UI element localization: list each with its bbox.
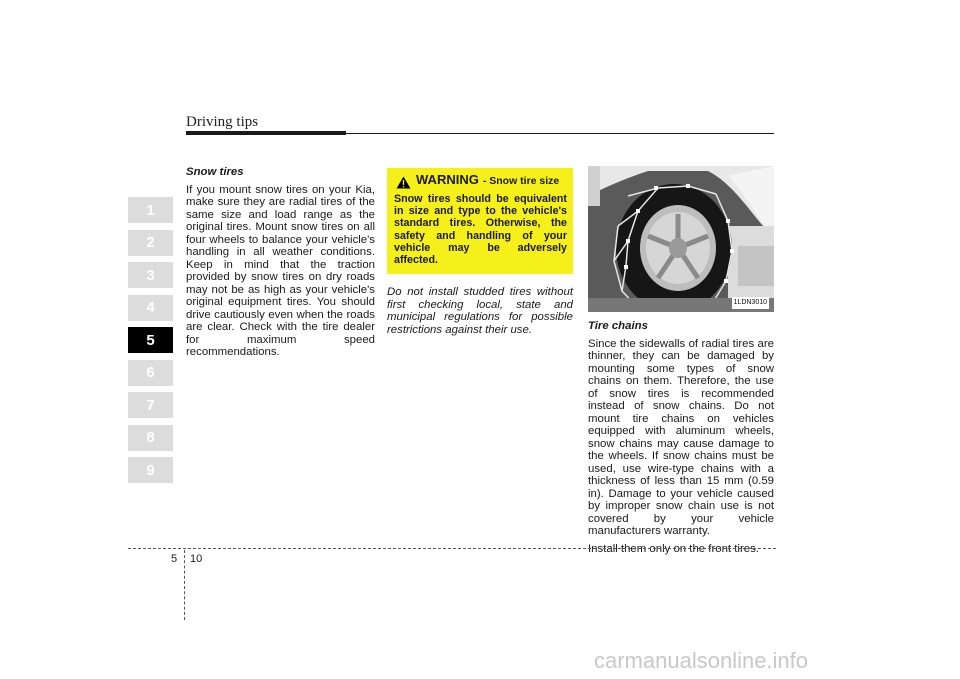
figure-code: 1LDN3010 [732,297,769,310]
studded-tires-note: Do not install studded tires without first checking local, state and municipal regulations for possible restrictions against their use. [387,286,573,336]
column-snow-tires [186,166,375,364]
column-tire-chains [588,166,774,560]
tire-chains-text [588,320,774,555]
footer-divider [184,550,185,620]
tire-chain-illustration [588,166,774,312]
warning-header [394,174,567,189]
snow-tires-heading: Snow tires [186,166,244,178]
chapter-tab-2[interactable]: 2 [128,230,173,256]
chapter-tab-8[interactable]: 8 [128,425,173,451]
snow-tires-body: If you mount snow tires on your Kia, make sure they are radial tires of the same size and load range as the original tires. Mount snow tires on all four wheels to balance your vehicle's handling in all weather conditions. Keep in mind that the traction provided by snow tires on dry roads may not be as high as your vehicle's original equipment tires. You should drive cautiously even when the roads are clear. Check with the tire dealer for maximum speed recommendations. [186,183,375,358]
footer-chapter-number: 5 [171,553,178,565]
header-rule-thin [346,133,774,134]
chapter-tab-3[interactable]: 3 [128,262,173,288]
chapter-tab-4[interactable]: 4 [128,295,173,321]
chapter-tab-list [128,197,173,490]
chapter-tab-1[interactable]: 1 [128,197,173,223]
warning-topic: - Snow tire size [482,175,560,187]
warning-box [387,168,573,274]
tire-chains-body: Since the sidewalls of radial tires are thinner, they can be damaged by mounting some types of snow chains on them. Therefore, the use of snow tires is recommended instead of snow chains. Do not mount tire chains on vehicles equipped with aluminum wheels, snow chains may cause damage to the wheels. If snow chains must be used, use wire-type chains with a thickness of less than 15 mm (0.59 in). Damage to your vehicle caused by improper snow chain use is not covered by your vehicle manufacturers warranty. [588,337,774,537]
warning-body: Snow tires should be equivalent in size and type to the vehicle's standard tires. Otherwise, the safety and handling of your vehicle may be adversely affected. [394,193,567,267]
footer-rule [128,548,776,549]
watermark: carmanualsonline.info [594,648,809,673]
chapter-tab-9[interactable]: 9 [128,457,173,483]
tire-chain-photo [588,166,774,312]
header-rule-thick [186,131,346,135]
warning-label: WARNING [416,172,479,187]
tire-chains-install-note: Install them only on the front tires. [588,542,759,555]
warning-triangle-icon [396,176,411,189]
chapter-tab-6[interactable]: 6 [128,360,173,386]
page-header-title: Driving tips [186,114,259,130]
tire-chains-heading: Tire chains [588,320,648,332]
column-warning [387,166,573,348]
footer-page-number: 10 [190,553,203,565]
chapter-tab-5[interactable]: 5 [128,327,173,353]
chapter-tab-7[interactable]: 7 [128,392,173,418]
